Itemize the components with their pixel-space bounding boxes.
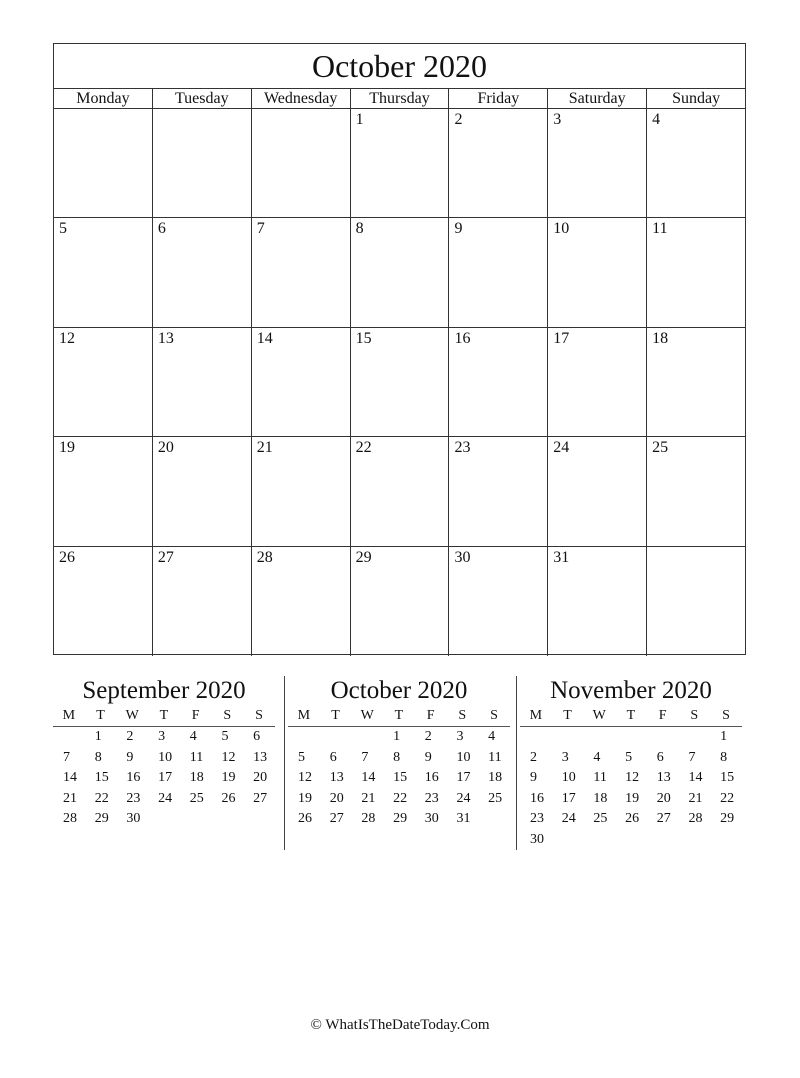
mini-day: 22: [94, 790, 109, 806]
mini-weekday-label: S: [255, 708, 263, 723]
mini-calendar-title: October 2020: [330, 677, 468, 704]
mini-day: 27: [253, 790, 268, 806]
mini-week-row: [53, 768, 275, 789]
mini-day: 6: [656, 749, 664, 765]
day-cell: 4: [652, 111, 661, 128]
mini-weekday-label: M: [62, 708, 76, 723]
day-cell: 16: [449, 328, 548, 436]
mini-calendar-title: November 2020: [550, 677, 712, 704]
mini-day: 10: [456, 749, 471, 765]
mini-calendars: [53, 676, 746, 850]
day-cell: 31: [548, 547, 647, 656]
day-cell: [54, 109, 153, 217]
mini-day: 18: [488, 770, 503, 786]
mini-day: 21: [361, 790, 376, 806]
mini-day: [583, 830, 615, 851]
mini-calendar-grid: [520, 727, 742, 851]
mini-day: 11: [488, 749, 502, 765]
day-cell: 9: [449, 218, 548, 326]
mini-day: 1: [393, 729, 401, 744]
mini-day: [647, 830, 679, 851]
mini-day: 29: [720, 811, 735, 827]
copyright-footer: © WhatIsTheDateToday.Com: [310, 1017, 490, 1033]
weekday-label: Tuesday: [153, 89, 252, 108]
day-cell: 22: [351, 437, 450, 545]
week-row: [54, 218, 745, 327]
weekday-label: Wednesday: [252, 89, 351, 108]
mini-day: 9: [530, 770, 537, 786]
mini-day: 4: [593, 749, 601, 765]
mini-day: 7: [63, 749, 70, 765]
mini-day: 19: [298, 790, 312, 806]
mini-day: 15: [720, 770, 735, 786]
mini-day: 9: [424, 749, 432, 765]
day-cell: 8: [351, 218, 450, 326]
week-row: [54, 437, 745, 546]
mini-day: 8: [393, 749, 401, 765]
mini-day: [288, 727, 320, 748]
mini-day: 28: [361, 811, 376, 827]
mini-calendar-title: September 2020: [82, 677, 246, 704]
mini-week-row: [288, 727, 510, 748]
day-cell: 10: [548, 218, 647, 326]
mini-day: 21: [688, 790, 703, 806]
mini-day: 17: [561, 790, 576, 806]
day-cell: 17: [548, 328, 647, 436]
mini-day: 26: [298, 811, 312, 827]
mini-day: 9: [126, 749, 134, 765]
mini-day: 23: [530, 811, 544, 827]
mini-day: 15: [393, 770, 408, 786]
mini-weekday-label: W: [592, 708, 606, 723]
mini-day: 4: [189, 729, 197, 744]
mini-weekday-label: M: [297, 708, 311, 723]
mini-day: 18: [189, 770, 204, 786]
mini-day: [148, 809, 180, 830]
mini-day: 24: [158, 790, 173, 806]
mini-day: 22: [393, 790, 408, 806]
mini-day: 11: [593, 770, 607, 786]
mini-weekday-label: T: [563, 708, 572, 723]
mini-day: 20: [329, 790, 344, 806]
mini-weekday-label: S: [690, 708, 699, 723]
mini-calendar-grid: [288, 727, 510, 830]
mini-day: [615, 727, 647, 748]
mini-day: 31: [456, 811, 471, 827]
mini-day: 13: [253, 749, 268, 765]
day-cell: [252, 109, 351, 217]
weekday-label: Saturday: [548, 89, 647, 108]
mini-week-row: [520, 727, 742, 748]
mini-day: [678, 727, 710, 748]
day-cell: 11: [652, 220, 668, 238]
day-cell: 25: [652, 439, 669, 457]
weekday-label: Friday: [449, 89, 548, 108]
mini-day: [180, 809, 212, 830]
mini-day: 24: [561, 811, 576, 827]
mini-day: 8: [720, 749, 728, 765]
main-calendar-grid: [54, 109, 745, 656]
mini-day: 13: [656, 770, 671, 786]
mini-day: 20: [656, 790, 671, 806]
mini-day: 21: [63, 790, 77, 806]
mini-day: 14: [63, 770, 77, 786]
mini-weekday-label: M: [529, 708, 543, 723]
mini-day: 10: [561, 770, 576, 786]
day-cell: 13: [153, 328, 252, 436]
mini-day: 22: [720, 790, 735, 806]
mini-day: 5: [221, 729, 229, 744]
day-cell: 29: [351, 547, 450, 656]
mini-day: 16: [530, 790, 544, 806]
mini-weekday-header: [53, 706, 275, 727]
main-calendar: [53, 43, 746, 655]
mini-day: 1: [94, 729, 102, 744]
mini-day: 28: [63, 811, 77, 827]
mini-day: [351, 727, 383, 748]
mini-day: [678, 830, 710, 851]
day-cell: 30: [449, 547, 548, 656]
week-row: [54, 109, 745, 218]
mini-day: 4: [488, 729, 496, 744]
mini-day: 11: [189, 749, 204, 765]
weekday-label: Sunday: [672, 90, 721, 107]
mini-day: 26: [625, 811, 640, 827]
mini-weekday-label: F: [426, 708, 435, 723]
mini-day: 20: [253, 770, 268, 786]
mini-day: [647, 727, 679, 748]
weekday-label: Monday: [54, 89, 153, 108]
day-cell: 5: [54, 218, 153, 326]
mini-weekday-label: T: [159, 708, 169, 723]
mini-day: 18: [593, 790, 608, 806]
day-cell: 6: [153, 218, 252, 326]
mini-day: 26: [221, 790, 236, 806]
day-cell: 15: [351, 328, 450, 436]
mini-day: 3: [158, 729, 166, 744]
mini-calendar-grid: [53, 727, 275, 830]
mini-day: [243, 809, 275, 830]
mini-day: 2: [126, 729, 134, 744]
day-cell: 2: [449, 109, 548, 217]
mini-day: [615, 830, 647, 851]
mini-week-row: [288, 768, 510, 789]
mini-day: 17: [456, 770, 471, 786]
day-cell: 19: [54, 437, 153, 545]
weekday-label: Thursday: [351, 89, 450, 108]
mini-weekday-label: S: [223, 708, 232, 723]
mini-day: 15: [94, 770, 109, 786]
mini-day: [320, 727, 352, 748]
mini-day: [478, 809, 510, 830]
mini-day: 23: [424, 790, 439, 806]
mini-week-row: [53, 727, 275, 748]
mini-day: 7: [361, 749, 369, 765]
day-cell: 27: [153, 547, 252, 656]
mini-day: 23: [126, 790, 141, 806]
day-cell: 21: [252, 437, 351, 545]
mini-weekday-label: T: [626, 708, 636, 723]
mini-day: 12: [298, 770, 312, 786]
mini-day: 14: [688, 770, 703, 786]
mini-day: [552, 727, 584, 748]
day-cell: 1: [351, 109, 450, 217]
week-row: [54, 328, 745, 437]
mini-day: 7: [688, 749, 696, 765]
mini-weekday-label: S: [490, 708, 498, 723]
mini-day: 12: [625, 770, 640, 786]
mini-day: 10: [158, 749, 173, 765]
mini-week-row: [520, 768, 742, 789]
day-cell: 20: [153, 437, 252, 545]
mini-week-row: [288, 789, 510, 810]
mini-day: 16: [424, 770, 439, 786]
day-cell: [647, 547, 745, 656]
day-cell: 18: [652, 329, 669, 347]
mini-day: [520, 727, 552, 748]
mini-week-row: [288, 809, 510, 830]
mini-weekday-label: W: [125, 708, 139, 723]
mini-day: 1: [720, 729, 728, 744]
day-cell: 23: [449, 437, 548, 545]
day-cell: 26: [54, 547, 153, 656]
mini-week-row: [53, 809, 275, 830]
mini-day: 2: [424, 729, 432, 744]
mini-day: 29: [393, 811, 408, 827]
mini-day: 13: [329, 770, 344, 786]
mini-calendar-september: [53, 676, 275, 830]
mini-weekday-header: [520, 706, 742, 727]
mini-day: 30: [530, 831, 544, 847]
mini-day: [211, 809, 243, 830]
mini-weekday-label: T: [96, 708, 105, 723]
mini-day: 19: [221, 770, 236, 786]
mini-day: [552, 830, 584, 851]
mini-week-row: [520, 830, 742, 851]
mini-day: 28: [688, 811, 703, 827]
mini-weekday-label: F: [658, 708, 667, 723]
mini-week-row: [288, 748, 510, 769]
mini-day: 27: [329, 811, 344, 827]
day-cell: 24: [548, 437, 647, 545]
mini-day: 6: [329, 749, 337, 765]
mini-week-row: [53, 789, 275, 810]
main-calendar-title: October 2020: [54, 44, 745, 89]
day-cell: 14: [252, 328, 351, 436]
mini-calendar-november: [520, 676, 742, 851]
mini-weekday-label: F: [191, 708, 200, 723]
weekday-header-row: [54, 89, 745, 109]
mini-day: 27: [656, 811, 671, 827]
day-cell: 12: [54, 328, 153, 436]
mini-day: [710, 830, 742, 851]
mini-day: 25: [189, 790, 204, 806]
mini-day: 25: [593, 811, 608, 827]
mini-calendar-october: [288, 676, 510, 830]
mini-week-row: [520, 809, 742, 830]
mini-day: 30: [424, 811, 439, 827]
mini-weekday-label: W: [360, 708, 374, 723]
mini-day: 12: [221, 749, 236, 765]
mini-weekday-header: [288, 706, 510, 727]
mini-week-row: [520, 748, 742, 769]
day-cell: [153, 109, 252, 217]
day-cell: 28: [252, 547, 351, 656]
mini-day: 3: [456, 729, 464, 744]
mini-week-row: [520, 789, 742, 810]
mini-weekday-label: S: [458, 708, 467, 723]
mini-day: 25: [488, 790, 503, 806]
mini-day: 6: [253, 729, 261, 744]
mini-weekday-label: T: [331, 708, 340, 723]
mini-day: 29: [94, 811, 109, 827]
mini-day: 8: [94, 749, 102, 765]
mini-week-row: [53, 748, 275, 769]
mini-day: 30: [126, 811, 141, 827]
mini-day: 24: [456, 790, 471, 806]
mini-weekday-label: T: [394, 708, 404, 723]
mini-day: 3: [561, 749, 569, 765]
mini-day: [53, 727, 85, 748]
mini-day: 5: [298, 749, 305, 765]
week-row: [54, 547, 745, 656]
day-cell: 7: [252, 218, 351, 326]
mini-day: 5: [625, 749, 633, 765]
mini-day: 19: [625, 790, 640, 806]
mini-day: [583, 727, 615, 748]
divider: [516, 676, 517, 850]
mini-day: 16: [126, 770, 141, 786]
mini-day: 14: [361, 770, 376, 786]
mini-day: 2: [530, 749, 537, 765]
mini-day: 17: [158, 770, 173, 786]
day-cell: 3: [548, 109, 647, 217]
divider: [284, 676, 285, 850]
mini-weekday-label: S: [722, 708, 730, 723]
